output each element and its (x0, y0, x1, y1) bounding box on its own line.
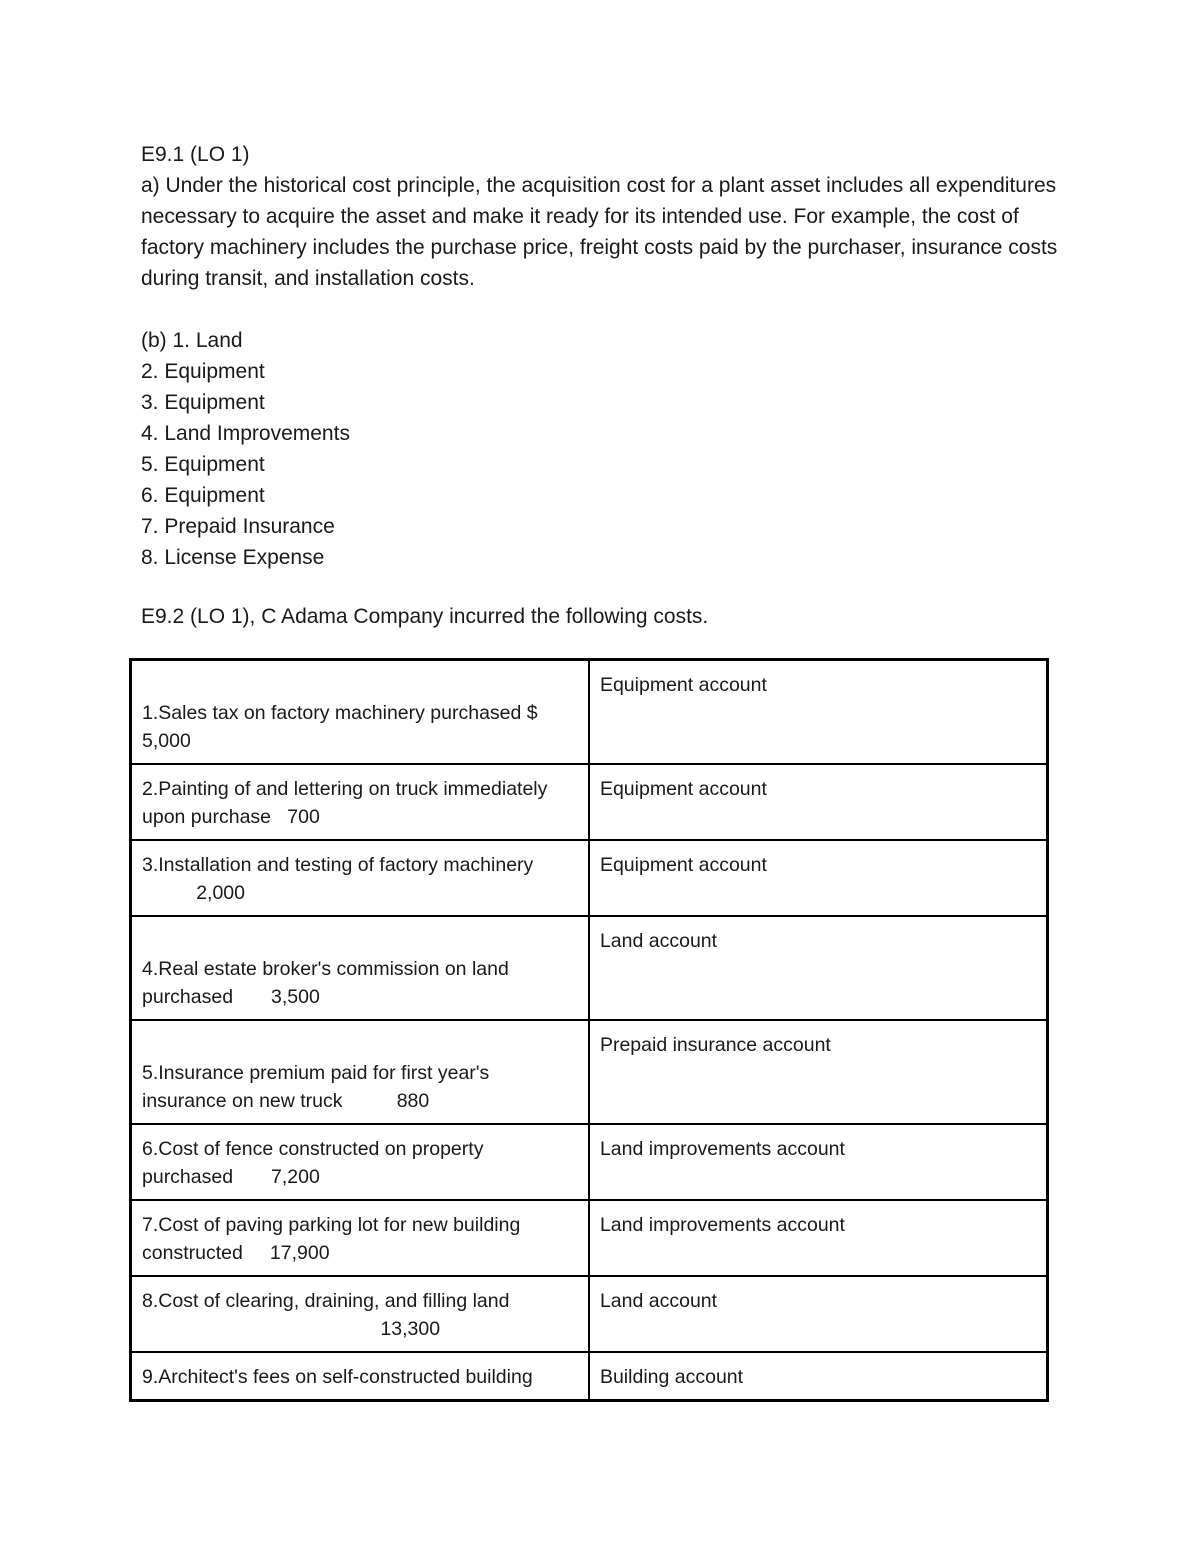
account-cell: Prepaid insurance account (589, 1020, 1048, 1124)
cost-item-cell: 4.Real estate broker's commission on land purchased 3,500 (131, 916, 589, 1020)
cost-item-cell: 5.Insurance premium paid for first year's insurance on new truck 880 (131, 1020, 589, 1124)
e91-part-a: a) Under the historical cost principle, the acquisition cost for a plant asset includes all expenditures necessary to acquire the asset and make it ready for its intended use. For example, the cost of factory machinery includes the purchase price, freight costs paid by the purchaser, insurance costs during transit, and installation costs. (141, 174, 1058, 290)
part-b-item: 6. Equipment (141, 484, 265, 507)
part-b-item: 5. Equipment (141, 453, 265, 476)
table-row (131, 840, 1048, 916)
spacer (141, 573, 1061, 601)
table-row (131, 1020, 1048, 1124)
account-cell: Land improvements account (589, 1200, 1048, 1276)
spacer (141, 294, 1061, 325)
costs-table (129, 658, 1049, 1402)
cost-item-cell: 7.Cost of paving parking lot for new building constructed 17,900 (131, 1200, 589, 1276)
table-row (131, 660, 1048, 765)
account-cell: Building account (589, 1352, 1048, 1401)
account-cell: Land account (589, 1276, 1048, 1352)
cost-item-cell: 9.Architect's fees on self-constructed building (131, 1352, 589, 1401)
e91-heading: E9.1 (LO 1) (141, 143, 250, 166)
cost-item-cell: 1.Sales tax on factory machinery purchased $ 5,000 (131, 660, 589, 765)
table-row (131, 1124, 1048, 1200)
cost-item-cell: 3.Installation and testing of factory machinery 2,000 (131, 840, 589, 916)
e92-heading: E9.2 (LO 1), C Adama Company incurred the following costs. (141, 605, 709, 628)
cost-item-cell: 2.Painting of and lettering on truck immediately upon purchase 700 (131, 764, 589, 840)
part-b-item: 3. Equipment (141, 391, 265, 414)
account-cell: Equipment account (589, 660, 1048, 765)
cost-item-cell: 8.Cost of clearing, draining, and filling land 13,300 (131, 1276, 589, 1352)
part-b-item: 2. Equipment (141, 360, 265, 383)
exercise-text (141, 139, 1061, 632)
part-b-item: 8. License Expense (141, 546, 325, 569)
cost-item-cell: 6.Cost of fence constructed on property purchased 7,200 (131, 1124, 589, 1200)
table-row (131, 1200, 1048, 1276)
account-cell: Land improvements account (589, 1124, 1048, 1200)
account-cell: Equipment account (589, 764, 1048, 840)
account-cell: Land account (589, 916, 1048, 1020)
table-row (131, 1276, 1048, 1352)
e91-part-b-list (141, 325, 1061, 573)
part-b-item: (b) 1. Land (141, 329, 243, 352)
account-cell: Equipment account (589, 840, 1048, 916)
part-b-item: 7. Prepaid Insurance (141, 515, 335, 538)
table-row (131, 916, 1048, 1020)
part-b-item: 4. Land Improvements (141, 422, 350, 445)
table-row (131, 1352, 1048, 1401)
table-row (131, 764, 1048, 840)
